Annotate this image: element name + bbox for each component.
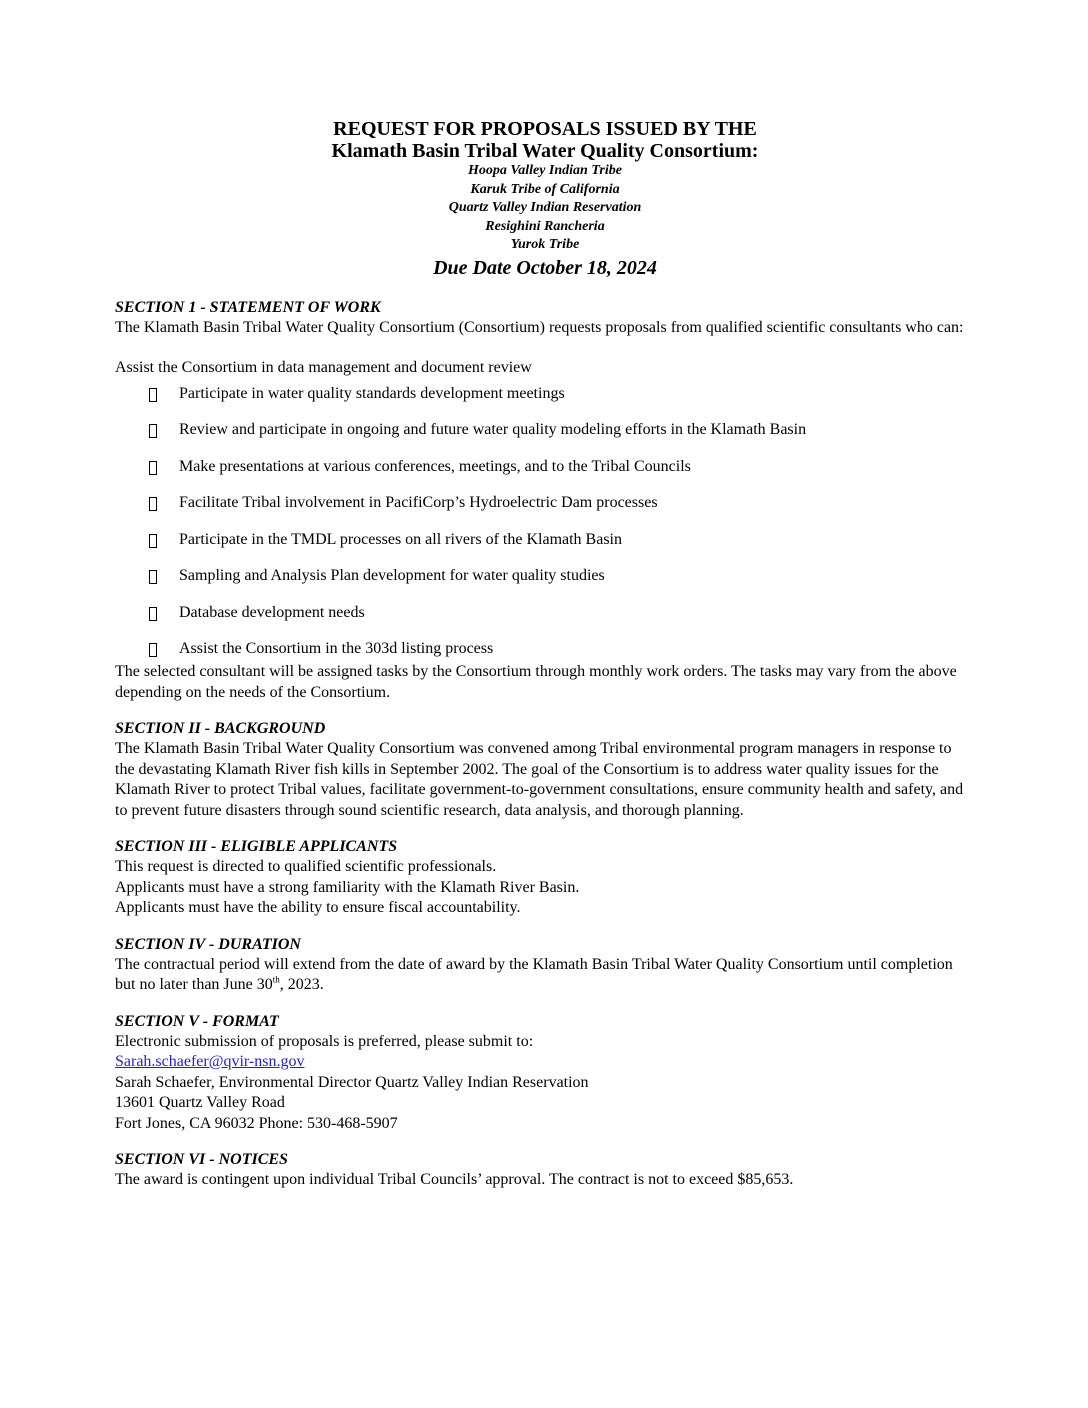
duration-text: The contractual period will extend from the date of award by the Klamath Basin Tribal Water Quality Consortium until completion but no later than June 30	[115, 955, 953, 993]
duration-year: , 2023.	[279, 976, 324, 993]
bullet-icon	[149, 643, 157, 657]
task-list	[115, 384, 975, 660]
list-item-text: Make presentations at various conferences, meetings, and to the Tribal Councils	[179, 457, 691, 475]
section-title: SECTION VI - NOTICES	[115, 1151, 288, 1168]
section-title: SECTION 1 - STATEMENT OF WORK	[115, 298, 381, 316]
section-format	[115, 1012, 975, 1135]
tribe-name: Resighini Rancheria	[485, 218, 605, 234]
lead-item: Assist the Consortium in data management and document review	[115, 359, 532, 376]
document-header	[115, 118, 975, 280]
section-body	[115, 955, 975, 996]
section-title: SECTION III - ELIGIBLE APPLICANTS	[115, 838, 398, 855]
bullet-icon	[149, 570, 157, 584]
list-item	[115, 420, 975, 440]
bullet-icon	[149, 424, 157, 438]
section-duration	[115, 935, 975, 996]
eligibility-line: Applicants must have a strong familiarity with the Klamath River Basin.	[115, 878, 580, 896]
list-item-text: Assist the Consortium in the 303d listing process	[179, 640, 494, 657]
ordinal-suffix: th	[272, 974, 280, 985]
list-item	[115, 457, 975, 477]
section-statement-of-work	[115, 298, 975, 704]
section-intro: The Klamath Basin Tribal Water Quality Consortium (Consortium) requests proposals from qualified scientific consultants who can:	[115, 318, 964, 336]
email-link[interactable]: Sarah.schaefer@qvir-nsn.gov	[115, 1053, 305, 1070]
bullet-icon	[149, 534, 157, 548]
tribe-name: Karuk Tribe of California	[470, 181, 620, 197]
bullet-icon	[149, 607, 157, 621]
tribe-name: Quartz Valley Indian Reservation	[448, 200, 642, 215]
list-item	[115, 530, 975, 550]
list-item-text: Database development needs	[179, 603, 365, 621]
due-date: Due Date October 18, 2024	[433, 256, 657, 279]
list-item-text: Participate in water quality standards development meetings	[179, 384, 565, 402]
section-title: SECTION II - BACKGROUND	[115, 720, 326, 737]
section-eligible-applicants	[115, 837, 975, 919]
section-notices	[115, 1150, 975, 1191]
document-page	[115, 118, 975, 1191]
list-item	[115, 639, 975, 659]
eligibility-line: Applicants must have the ability to ensure fiscal accountability.	[115, 899, 521, 916]
bullet-icon	[149, 388, 157, 402]
list-item-text: Participate in the TMDL processes on all rivers of the Klamath Basin	[179, 530, 622, 548]
list-item-text: Sampling and Analysis Plan development for water quality studies	[179, 567, 605, 584]
address-line: 13601 Quartz Valley Road	[115, 1094, 285, 1111]
tribe-name: Hoopa Valley Indian Tribe	[468, 163, 622, 178]
list-item	[115, 566, 975, 586]
list-item	[115, 384, 975, 404]
title-line-2: Klamath Basin Tribal Water Quality Consortium:	[331, 140, 759, 162]
tribe-name: Yurok Tribe	[510, 237, 580, 252]
bullet-icon	[149, 497, 157, 511]
email-line	[115, 1052, 975, 1073]
section-title: SECTION V - FORMAT	[115, 1012, 279, 1030]
contact-line: Sarah Schaefer, Environmental Director Quartz Valley Indian Reservation	[115, 1073, 589, 1091]
city-phone-line: Fort Jones, CA 96032 Phone: 530-468-5907	[115, 1114, 398, 1132]
format-intro: Electronic submission of proposals is preferred, please submit to:	[115, 1032, 534, 1050]
list-item	[115, 493, 975, 513]
bullet-icon	[149, 461, 157, 475]
section-body: The Klamath Basin Tribal Water Quality Consortium was convened among Tribal environmental program managers in response to the devastating Klamath River fish kills in September 2002. The goal of the Consortium is to address water quality issues for the Klamath River to protect Tribal values, facilitate government-to-government consultations, ensure community health and safety, and to prevent future disasters through sound scientific research, data analysis, and thorough planning.	[115, 740, 964, 819]
list-item	[115, 603, 975, 623]
section-background	[115, 719, 975, 821]
title-line-1: REQUEST FOR PROPOSALS ISSUED BY THE	[333, 118, 757, 140]
eligibility-line: This request is directed to qualified scientific professionals.	[115, 858, 497, 875]
list-item-text: Facilitate Tribal involvement in PacifiCorp’s Hydroelectric Dam processes	[179, 494, 658, 511]
list-item-text: Review and participate in ongoing and future water quality modeling efforts in the Klamath Basin	[179, 421, 807, 438]
section-body: The award is contingent upon individual Tribal Councils’ approval. The contract is not to exceed $85,653.	[115, 1171, 794, 1188]
section-closing: The selected consultant will be assigned tasks by the Consortium through monthly work orders. The tasks may vary from the above depending on the needs of the Consortium.	[115, 663, 957, 701]
section-title: SECTION IV - DURATION	[115, 935, 301, 953]
